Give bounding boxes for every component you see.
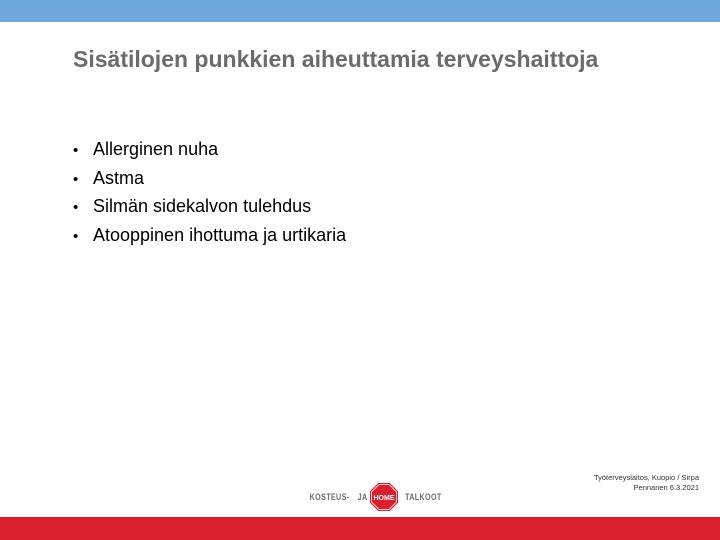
logo-left-word: KOSTEUS- xyxy=(309,491,350,503)
bullet-item xyxy=(73,193,346,222)
slide-title: Sisätilojen punkkien aiheuttamia terveyshaittoja xyxy=(73,46,599,72)
logo-ja-word: JA xyxy=(357,491,368,503)
bullet-list xyxy=(73,136,346,250)
top-accent-bar xyxy=(0,0,720,22)
bullet-text: Astma xyxy=(93,167,145,188)
bullet-dot: • xyxy=(73,142,79,159)
bullet-item xyxy=(73,165,346,194)
bottom-accent-bar xyxy=(0,517,720,540)
bullet-item xyxy=(73,222,346,251)
bullet-dot: • xyxy=(73,170,79,188)
bullet-text: Atooppinen ihottuma ja urtikaria xyxy=(93,224,347,245)
stop-sign-icon xyxy=(370,483,398,511)
footer-credit: Työterveyslaitos, Kuopio / Sirpa Pennanen 6.3.2021 xyxy=(593,473,699,492)
bullet-item xyxy=(73,136,346,165)
campaign-logo xyxy=(303,481,448,513)
bullet-text: Silmän sidekalvon tulehdus xyxy=(93,196,312,216)
logo-right-word: TALKOOT xyxy=(405,491,442,503)
bullet-dot: • xyxy=(73,227,79,245)
logo-sign-word: HOME xyxy=(373,494,395,502)
bullet-text: Allerginen nuha xyxy=(93,139,219,159)
bullet-dot: • xyxy=(73,199,79,216)
